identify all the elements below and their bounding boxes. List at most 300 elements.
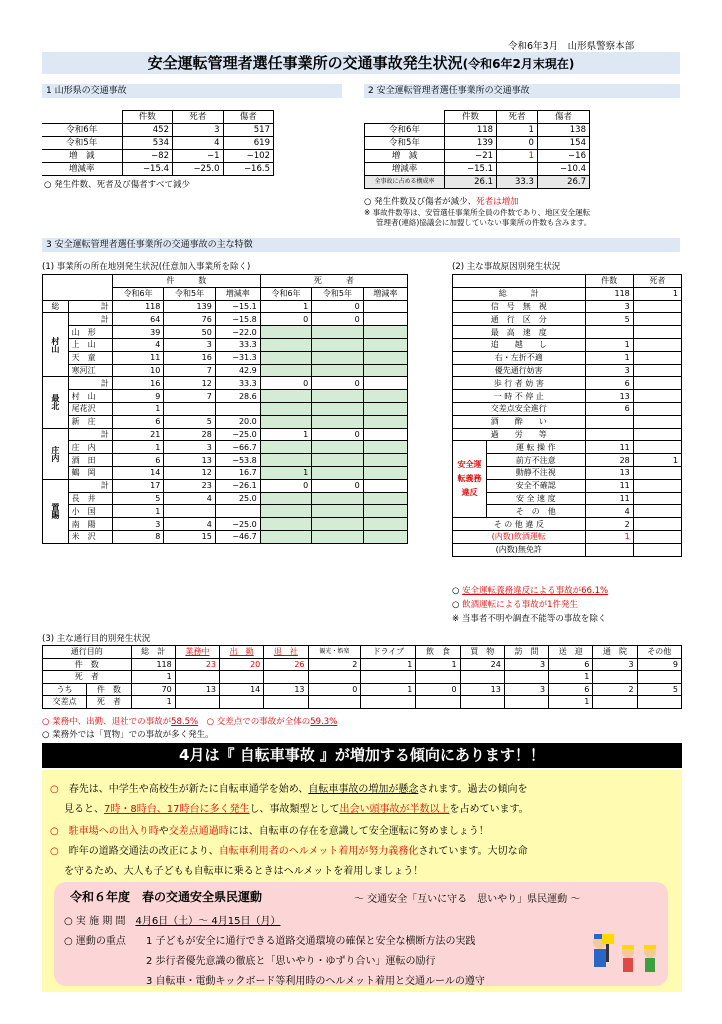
s3c-header-row <box>43 646 682 659</box>
s3a-row <box>43 479 408 492</box>
s3c-cell <box>220 671 264 684</box>
s3b-cell <box>633 377 681 390</box>
s3c-cell: 70 <box>131 683 175 696</box>
s2-row-label: 全事故に占める構成率 <box>365 176 445 189</box>
s3b-cell <box>585 543 633 556</box>
s3b-cell: 1 <box>585 530 633 543</box>
s3a-cell <box>260 441 311 454</box>
s3c-col-header: 業務中 <box>175 646 219 659</box>
s3a-row <box>43 441 408 454</box>
s3b-cell <box>633 518 681 531</box>
s3b-row-label: 前方不注意 <box>487 454 586 467</box>
s1-header-row <box>42 111 274 124</box>
s3a-row <box>43 518 408 531</box>
s3c-cell <box>361 671 416 684</box>
s3a-cell <box>363 415 407 428</box>
s3c-cell: 1 <box>361 683 416 696</box>
s3a-cell: 10 <box>112 364 163 377</box>
s3a-row-label: 上 山 <box>68 338 112 351</box>
s3a-cell: 1 <box>260 466 311 479</box>
s2-row <box>365 124 590 137</box>
s3a-total-label: 総 <box>43 300 69 313</box>
s2-cell: 154 <box>537 137 589 150</box>
s3c-cell: 23 <box>175 658 219 671</box>
s3c-col-header: 訪 問 <box>504 646 548 659</box>
s3b-group-label: 安全運転義務違反 <box>453 441 487 518</box>
s2-note3: 管理者(連絡)協議会に加盟していない事業所の件数も含みます。 <box>376 218 592 227</box>
s3a-cell: −25.0 <box>215 428 260 441</box>
s1-cell: −25.0 <box>173 163 224 176</box>
s1-cell: 619 <box>223 137 274 150</box>
s2-table <box>364 110 590 189</box>
s3b-row <box>453 454 682 467</box>
s3b-cell <box>633 479 681 492</box>
s3c-cell: 9 <box>637 658 681 671</box>
s3b-cell <box>633 492 681 505</box>
s3a-cell: 9 <box>112 390 163 403</box>
s3a-col-header: 令和6年 <box>112 287 163 300</box>
s3a-cell: 0 <box>312 313 363 326</box>
s3a-row-label: 庄 内 <box>68 441 112 454</box>
s3a-row-label: 村 山 <box>68 390 112 403</box>
s3a-col-header: 増減率 <box>363 287 407 300</box>
s3a-cell <box>363 479 407 492</box>
s3c-cell <box>593 696 637 709</box>
s3a-cell <box>260 390 311 403</box>
section3-heading: 3 安全運転管理者選任事業所の交通事故の主な特徴 <box>42 238 680 252</box>
focus-2: 2 歩行者優先意識の徹底と「思いやり・ゆずり合い」運転の励行 <box>146 956 436 967</box>
s3b-row <box>453 428 682 441</box>
s3b-cell: 6 <box>585 377 633 390</box>
s3c-cell: 0 <box>308 683 361 696</box>
s3b-cell <box>633 300 681 313</box>
s3b-row-label: 信 号 無 視 <box>453 300 586 313</box>
s3a-cell: 12 <box>164 466 215 479</box>
s3b-cell <box>633 415 681 428</box>
s3c-col-header: 通 院 <box>593 646 637 659</box>
s3a-cell: 6 <box>112 454 163 467</box>
s3c-cell <box>264 671 308 684</box>
s3b-row-label: 総 計 <box>453 287 586 300</box>
s3a-cell: 50 <box>164 326 215 339</box>
bicycle-info-box <box>42 770 682 992</box>
s3a-cell <box>312 518 363 531</box>
s3a-cell: 0 <box>260 377 311 390</box>
s2-cell: 33.3 <box>497 176 538 189</box>
s3a-cell: 3 <box>164 441 215 454</box>
s3a-row-label: 酒 田 <box>68 454 112 467</box>
s3a-cell: 23 <box>164 479 215 492</box>
s3b-row <box>453 390 682 403</box>
s3a-cell: 28 <box>164 428 215 441</box>
s3b-row <box>453 287 682 300</box>
s3a-cell <box>312 530 363 543</box>
s1-row <box>42 124 274 137</box>
s3c-cell <box>637 671 681 684</box>
s3a-cell: 0 <box>312 377 363 390</box>
s3a-cell: 76 <box>164 313 215 326</box>
s3c-cell: 20 <box>220 658 264 671</box>
s2-note1: ○ 発生件数及び傷者が減少、死者は増加 <box>364 197 519 207</box>
s2-cell: 1 <box>497 150 538 163</box>
s3b-cell: 11 <box>585 479 633 492</box>
s3b-cell: 118 <box>585 287 633 300</box>
s3b-cell: 11 <box>585 441 633 454</box>
s3a-cell: 28.6 <box>215 390 260 403</box>
s3a-region-label: 最北 <box>43 377 69 428</box>
s3b-cell: 1 <box>633 287 681 300</box>
s3c-cell <box>504 696 548 709</box>
bullet-1: ○ 春先は、中学生や高校生が新たに自転車通学を始め、自転車事故の増加が懸念されます。過去の傾向を 見ると、7時・8時台、17時台に多く発生し、事故類型として出会い頭事故が半数以上を占めています。 <box>50 784 529 815</box>
title-main: 安全運転管理者選任事業所の交通事故発生状況 <box>147 54 463 72</box>
s3a-row <box>43 390 408 403</box>
s3c-cell: 3 <box>504 683 548 696</box>
s3c-cell: 5 <box>637 683 681 696</box>
s3b-row <box>453 402 682 415</box>
s2-row-label: 増減率 <box>365 163 445 176</box>
s3a-cell <box>363 492 407 505</box>
s2-cell: −21 <box>445 150 497 163</box>
s3c-col-header: 観光・娯楽 <box>308 646 361 659</box>
s1-col-header: 死者 <box>173 111 224 124</box>
campaign-period: ○ 実 施 期 間 4月6日（土）〜 4月15日（月） <box>64 916 281 927</box>
s3a-cell <box>363 441 407 454</box>
s3b-row-label: そ の 他 <box>487 505 586 518</box>
s2-cell: 118 <box>445 124 497 137</box>
s3b-note1: ○ 安全運転義務違反による事故が66.1% <box>452 586 609 596</box>
s3a-cell <box>363 454 407 467</box>
s3a-cell <box>363 390 407 403</box>
s3a-cell <box>260 364 311 377</box>
s3c-cell <box>593 671 637 684</box>
s3a-row <box>43 505 408 518</box>
s3c-cell <box>504 671 548 684</box>
s1-corner <box>42 111 122 124</box>
s3c-col-header: 出 勤 <box>220 646 264 659</box>
s3a-cell: 13 <box>164 454 215 467</box>
s3a-row <box>43 428 408 441</box>
s3a-region-label: 置賜 <box>43 479 69 543</box>
focus-1: 1 子どもが安全に通行できる道路交通環境の確保と安全な横断方法の実践 <box>146 936 476 947</box>
s2-cell: 1 <box>497 124 538 137</box>
s1-cell: −15.4 <box>122 163 173 176</box>
s3b-row-label: 歩 行 者 妨 害 <box>453 377 586 390</box>
s3a-region-label: 村山 <box>43 313 69 377</box>
s3a-group-ken: 件 数 <box>112 275 260 288</box>
s3a-cell <box>312 415 363 428</box>
s3c-cell: 14 <box>220 683 264 696</box>
s3b-row-label: (内数)飲酒運転 <box>453 530 586 543</box>
s3b-cell: 5 <box>585 313 633 326</box>
s2-row-label: 令和5年 <box>365 137 445 150</box>
s3b-row <box>453 441 682 454</box>
s3a-cell <box>164 505 215 518</box>
s2-col-header: 件数 <box>445 111 497 124</box>
s3a-cell: 21 <box>112 428 163 441</box>
s2-cell <box>497 163 538 176</box>
s3a-cell <box>363 402 407 415</box>
s2-cell: −10.4 <box>537 163 589 176</box>
s3b-row <box>453 326 682 339</box>
s3a-cell: 16 <box>112 377 163 390</box>
s2-cell: −16 <box>537 150 589 163</box>
s3c-group-label: うち <box>43 683 87 696</box>
s3a-cell: 4 <box>164 518 215 531</box>
s2-row <box>365 150 590 163</box>
s3b-row-label: 通 行 区 分 <box>453 313 586 326</box>
s3b-row <box>453 505 682 518</box>
s3b-cell: 28 <box>585 454 633 467</box>
s3c-cell: 1 <box>549 696 593 709</box>
s2-cell: 26.7 <box>537 176 589 189</box>
s3b-row <box>453 338 682 351</box>
s3c-cell: 2 <box>308 658 361 671</box>
s3a-col-header: 増減率 <box>215 287 260 300</box>
s3a-row-label: 計 <box>68 377 112 390</box>
s3a-cell: 5 <box>112 492 163 505</box>
s1-cell: 4 <box>173 137 224 150</box>
s3a-cell <box>363 518 407 531</box>
s3a-cell: 42.9 <box>215 364 260 377</box>
s3c-cell <box>264 696 308 709</box>
s3b-cell <box>585 428 633 441</box>
s3a-cell: 118 <box>112 300 163 313</box>
s3a-cell <box>363 326 407 339</box>
s3b-cell <box>585 326 633 339</box>
s3a-cell: 3 <box>164 338 215 351</box>
kids-illustration-icon <box>588 930 666 982</box>
s3a-cell: 20.0 <box>215 415 260 428</box>
s3a-cell: 11 <box>112 351 163 364</box>
s3c-col-header: 通行目的 <box>43 646 132 659</box>
s3a-cell <box>363 466 407 479</box>
s3a-cell <box>312 364 363 377</box>
s3a-cell <box>312 492 363 505</box>
s3b-cell: 3 <box>585 364 633 377</box>
s3a-row <box>43 338 408 351</box>
s3a-cell: 15 <box>164 530 215 543</box>
s3b-row <box>453 518 682 531</box>
s3c-cell: 3 <box>504 658 548 671</box>
s3c-cell: 118 <box>131 658 175 671</box>
s3a-cell <box>312 351 363 364</box>
s3a-cell <box>363 338 407 351</box>
s3b-row <box>453 313 682 326</box>
s3c-cell <box>308 671 361 684</box>
s2-row <box>365 176 590 189</box>
s3a-cell <box>260 530 311 543</box>
s3b-cell <box>633 466 681 479</box>
s3a-cell: 0 <box>312 479 363 492</box>
s3c-cell: 24 <box>460 658 504 671</box>
s3b-row-label: 動静不注視 <box>487 466 586 479</box>
s3a-cell: 0 <box>260 479 311 492</box>
s2-row-label: 令和6年 <box>365 124 445 137</box>
s3a-cell <box>363 351 407 364</box>
s3c-cell: 2 <box>593 683 637 696</box>
s3a-cell <box>312 338 363 351</box>
s3a-cell: 0 <box>312 300 363 313</box>
s3a-cell <box>260 351 311 364</box>
s3b-row-label: 安 全 速 度 <box>487 492 586 505</box>
s3a-cell <box>215 505 260 518</box>
s1-table <box>42 110 274 176</box>
s3c-note1: ○ 業務中、出勤、退社での事故が58.5% ○ 交差点での事故が全体の59.3% <box>42 717 338 727</box>
s3b-cell: 4 <box>585 505 633 518</box>
s3b-row <box>453 364 682 377</box>
s3b-row-label: (内数)無免許 <box>453 543 586 556</box>
campaign-box <box>54 882 668 986</box>
s3a-table <box>42 274 408 544</box>
s3b-cell <box>633 364 681 377</box>
s3a-cell: −53.8 <box>215 454 260 467</box>
s3a-row <box>43 454 408 467</box>
s3a-cell: 25.0 <box>215 492 260 505</box>
s3b-cell: 3 <box>585 300 633 313</box>
s3a-cell: 64 <box>112 313 163 326</box>
s3a-cell <box>260 326 311 339</box>
s3b-row-label: 安全不確認 <box>487 479 586 492</box>
s3b-note3: ※ 当事者不明や調査不能等の事故を除く <box>452 614 607 624</box>
s3b-row <box>453 377 682 390</box>
s3b-cell <box>633 390 681 403</box>
s3c-col-header: 退 社 <box>264 646 308 659</box>
s3a-cell: 16.7 <box>215 466 260 479</box>
s3a-cell: −46.7 <box>215 530 260 543</box>
s3b-row-label: 交差点安全進行 <box>453 402 586 415</box>
s3b-row-label: 酒 酔 い <box>453 415 586 428</box>
s2-header-row <box>365 111 590 124</box>
s3a-row-label: 計 <box>68 300 112 313</box>
s3b-cell <box>585 415 633 428</box>
focus-3: 3 自転車・電動キックボード等利用時のヘルメット着用と交通ルールの遵守 <box>146 976 485 987</box>
s3c-cell: 1 <box>549 671 593 684</box>
s3b-cell: 2 <box>585 518 633 531</box>
s1-cell: −1 <box>173 150 224 163</box>
s2-cell: 139 <box>445 137 497 150</box>
s3a-cell <box>312 326 363 339</box>
s3c-cell: 3 <box>593 658 637 671</box>
s1-cell: 517 <box>223 124 274 137</box>
s3b-cell <box>633 530 681 543</box>
s3c-note2: ○ 業務外では「買物」での事故が多く発生。 <box>42 730 214 740</box>
s3a-row <box>43 313 408 326</box>
s3a-cell <box>260 505 311 518</box>
s3b-row-label: 一 時 不 停 止 <box>453 390 586 403</box>
s3b-col-header: 件数 <box>585 275 633 288</box>
s3a-cell <box>312 402 363 415</box>
s1-row-label: 増 減 <box>42 150 122 163</box>
s3b-cell <box>633 338 681 351</box>
s3a-cell: −66.7 <box>215 441 260 454</box>
s1-row <box>42 137 274 150</box>
page-title <box>42 52 680 74</box>
s3c-row-label: 死 者 <box>87 696 131 709</box>
s3c-col-header: 送 迎 <box>549 646 593 659</box>
s3a-col-header: 令和6年 <box>260 287 311 300</box>
s2-row <box>365 163 590 176</box>
s3a-cell: 7 <box>164 364 215 377</box>
s3c-cell <box>220 696 264 709</box>
s3a-cell <box>363 364 407 377</box>
s3a-cell: −15.1 <box>215 300 260 313</box>
s2-cell: 0 <box>497 137 538 150</box>
s3a-row-label: 計 <box>68 313 112 326</box>
s3a-row-label: 計 <box>68 479 112 492</box>
s3b-row <box>453 351 682 364</box>
s2-row <box>365 137 590 150</box>
s3a-col-header: 令和5年 <box>312 287 363 300</box>
s3b-row-label: 過 労 等 <box>453 428 586 441</box>
s3c-row-label: 件 数 <box>87 683 131 696</box>
s3a-cell <box>260 402 311 415</box>
s3c-cell: 6 <box>549 658 593 671</box>
s3c-heading: (3) 主な通行目的別発生状況 <box>42 634 151 644</box>
s3b-table <box>452 274 682 557</box>
s3b-cell: 1 <box>585 338 633 351</box>
s3a-region-label: 庄内 <box>43 428 69 479</box>
s3c-cell <box>308 696 361 709</box>
s3a-row-label: 尾花沢 <box>68 402 112 415</box>
s3b-cell <box>633 441 681 454</box>
s3a-cell: 1 <box>260 428 311 441</box>
s3c-group-label: 交差点 <box>43 696 87 709</box>
s3a-cell: 4 <box>112 338 163 351</box>
s3a-cell: 1 <box>260 300 311 313</box>
s3c-col-header: ドライブ <box>361 646 416 659</box>
campaign-subtitle: 〜 交通安全「互いに守る 思いやり」県民運動 〜 <box>354 894 581 905</box>
bicycle-banner: 4月は『 自転車事故 』が増加する傾向にあります！！ <box>42 743 682 768</box>
s1-col-header: 件数 <box>122 111 173 124</box>
s1-note: ○ 発生件数、死者及び傷者すべて減少 <box>44 180 190 190</box>
s3b-col-header: 死者 <box>633 275 681 288</box>
s3a-row <box>43 466 408 479</box>
s3a-cell <box>312 390 363 403</box>
s3a-row <box>43 415 408 428</box>
s3a-cell <box>363 428 407 441</box>
s1-cell: −82 <box>122 150 173 163</box>
s3a-row-label: 鶴 岡 <box>68 466 112 479</box>
s3a-cell <box>260 492 311 505</box>
s3b-row <box>453 300 682 313</box>
campaign-focus-list <box>146 932 485 992</box>
s3b-note2: ○ 飲酒運転による事故が1件発生 <box>452 600 579 610</box>
s3a-cell: 5 <box>164 415 215 428</box>
s1-cell: 534 <box>122 137 173 150</box>
s3c-cell: 1 <box>131 671 175 684</box>
s3a-cell: −26.1 <box>215 479 260 492</box>
s3a-row-label: 米 沢 <box>68 530 112 543</box>
s3c-row-label: 死 者 <box>43 671 132 684</box>
s3b-row <box>453 479 682 492</box>
s3a-row-label: 天 童 <box>68 351 112 364</box>
s3a-cell <box>215 402 260 415</box>
s3a-row-label: 山 形 <box>68 326 112 339</box>
s3a-cell <box>260 415 311 428</box>
s3c-cell <box>175 696 219 709</box>
s3b-cell: 1 <box>633 454 681 467</box>
s1-cell: 452 <box>122 124 173 137</box>
s3a-cell: 1 <box>112 441 163 454</box>
s3c-cell <box>460 671 504 684</box>
s3a-row-label: 長 井 <box>68 492 112 505</box>
s3c-col-header: その他 <box>637 646 681 659</box>
campaign-title: 令和６年度 春の交通安全県民運動 <box>70 890 263 904</box>
s3b-cell <box>633 326 681 339</box>
s3a-row <box>43 530 408 543</box>
s3b-cell <box>633 351 681 364</box>
s3c-col-header: 買 物 <box>460 646 504 659</box>
